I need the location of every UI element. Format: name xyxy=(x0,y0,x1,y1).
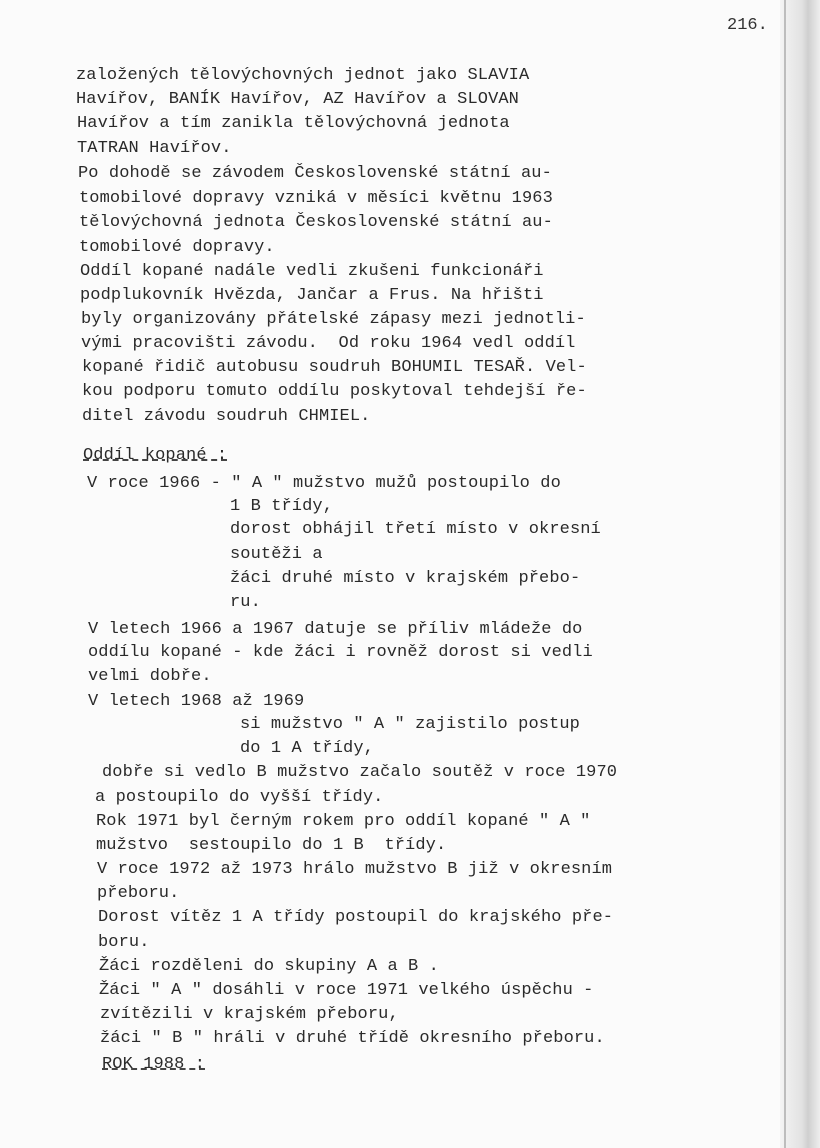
text-line: boru. xyxy=(98,933,150,952)
scan-edge-shadow xyxy=(780,0,820,1148)
text-line: kou podporu tomuto oddílu poskytoval tehdejší ře- xyxy=(82,382,587,401)
text-line: V letech 1966 a 1967 datuje se příliv mládeže do xyxy=(88,620,583,639)
text-line: kopané řidič autobusu soudruh BOHUMIL TESAŘ. Vel- xyxy=(82,358,587,377)
text-line: V letech 1968 až 1969 xyxy=(88,692,305,711)
section-heading: Oddíl kopané : xyxy=(83,446,228,465)
page-number: 216. xyxy=(727,16,768,35)
text-line: podplukovník Hvězda, Jančar a Frus. Na hřišti xyxy=(80,286,544,305)
text-line: Dorost vítěz 1 A třídy postoupil do krajského pře- xyxy=(98,908,614,927)
scan-edge-line xyxy=(784,0,786,1148)
text-line: zvítězili v krajském přeboru, xyxy=(100,1005,399,1024)
text-line: 1 B třídy, xyxy=(230,497,334,516)
text-line: tomobilové dopravy vzniká v měsíci květnu 1963 xyxy=(79,189,553,208)
text-line: Oddíl kopané nadále vedli zkušeni funkcionáři xyxy=(80,262,544,281)
text-line: velmi dobře. xyxy=(88,667,212,686)
text-line: dorost obhájil třetí místo v okresní xyxy=(230,520,601,539)
text-line: si mužstvo " A " zajistilo postup xyxy=(240,715,580,734)
text-line: dobře si vedlo B mužstvo začalo soutěž v roce 1970 xyxy=(102,763,618,782)
text-line: V roce 1966 - " A " mužstvo mužů postoupilo do xyxy=(87,474,561,493)
text-line: Havířov a tím zanikla tělovýchovná jednota xyxy=(77,114,510,133)
text-line: tělovýchovná jednota Československé státní au- xyxy=(79,213,553,232)
text-line: ru. xyxy=(230,593,261,612)
text-line: V roce 1972 až 1973 hrálo mužstvo B již v okresním xyxy=(97,860,613,879)
text-line: Žáci " A " dosáhli v roce 1971 velkého úspěchu - xyxy=(99,981,594,1000)
text-line: mužstvo sestoupilo do 1 B třídy. xyxy=(96,836,447,855)
text-line: soutěži a xyxy=(230,545,323,564)
text-line: vými pracovišti závodu. Od roku 1964 vedl oddíl xyxy=(81,334,576,353)
text-line: byly organizovány přátelské zápasy mezi jednotli- xyxy=(81,310,586,329)
text-line: založených tělovýchovných jednot jako SLAVIA xyxy=(76,66,530,85)
text-line: Žáci rozděleni do skupiny A a B . xyxy=(99,957,439,976)
text-line: žáci " B " hráli v druhé třídě okresního přeboru. xyxy=(100,1029,605,1048)
text-line: Po dohodě se závodem Československé státní au- xyxy=(78,164,552,183)
text-line: TATRAN Havířov. xyxy=(77,139,232,158)
text-line: do 1 A třídy, xyxy=(240,739,374,758)
text-line: ditel závodu soudruh CHMIEL. xyxy=(82,407,371,426)
text-line: přeboru. xyxy=(97,884,180,903)
text-line: a postoupilo do vyšší třídy. xyxy=(95,788,384,807)
text-line: Havířov, BANÍK Havířov, AZ Havířov a SLOVAN xyxy=(76,90,519,109)
text-line: žáci druhé místo v krajském přebo- xyxy=(230,569,581,588)
text-line: Rok 1971 byl černým rokem pro oddíl kopané " A " xyxy=(96,812,591,831)
section-heading: ROK 1988 : xyxy=(102,1055,206,1074)
text-line: tomobilové dopravy. xyxy=(79,238,275,257)
text-line: oddílu kopané - kde žáci i rovněž dorost si vedli xyxy=(88,643,593,662)
